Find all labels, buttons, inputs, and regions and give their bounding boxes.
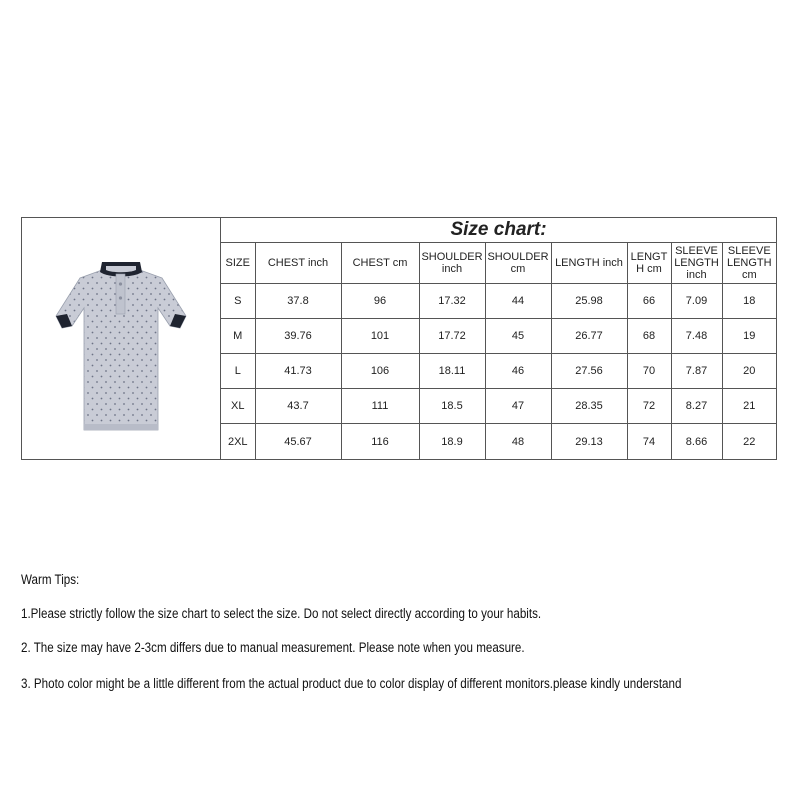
table-cell: 7.48	[671, 318, 722, 353]
table-cell: 27.56	[551, 354, 627, 389]
table-cell: 29.13	[551, 424, 627, 459]
table-cell: 18.9	[419, 424, 485, 459]
table-cell: 48	[485, 424, 551, 459]
table-cell: 20	[722, 354, 776, 389]
table-cell: 26.77	[551, 318, 627, 353]
table-cell: 45.67	[255, 424, 341, 459]
table-cell: 28.35	[551, 389, 627, 424]
table-cell: 72	[627, 389, 671, 424]
table-cell: 47	[485, 389, 551, 424]
table-cell: 46	[485, 354, 551, 389]
tips-heading: Warm Tips:	[21, 572, 80, 587]
product-photo	[22, 218, 221, 459]
header-cell: LENGTH inch	[551, 242, 627, 283]
table-cell: 21	[722, 389, 776, 424]
table-cell: 25.98	[551, 283, 627, 318]
table-cell: 7.87	[671, 354, 722, 389]
table-cell: 66	[627, 283, 671, 318]
size-table	[221, 218, 776, 459]
polo-shirt-icon	[50, 258, 190, 438]
table-cell: 43.7	[255, 389, 341, 424]
tip-item: 3. Photo color might be a little different from the actual product due to color display of different monitors.please kindly understand	[21, 676, 682, 691]
tip-item: 2. The size may have 2-3cm differs due to manual measurement. Please note when you measure.	[21, 640, 525, 655]
header-cell: LENGT H cm	[627, 242, 671, 283]
table-cell: 7.09	[671, 283, 722, 318]
table-cell: 68	[627, 318, 671, 353]
header-cell: SHOULDER cm	[485, 242, 551, 283]
table-row	[221, 283, 776, 318]
size-chart	[21, 217, 777, 460]
header-cell: CHEST cm	[341, 242, 419, 283]
chart-title: Size chart:	[221, 218, 776, 242]
table-cell: M	[221, 318, 255, 353]
table-cell: 106	[341, 354, 419, 389]
table-cell: 116	[341, 424, 419, 459]
table-cell: 18	[722, 283, 776, 318]
header-cell: SHOULDER inch	[419, 242, 485, 283]
table-cell: 74	[627, 424, 671, 459]
header-cell: SLEEVE LENGTH inch	[671, 242, 722, 283]
table-cell: 45	[485, 318, 551, 353]
table-cell: 8.27	[671, 389, 722, 424]
table-row	[221, 318, 776, 353]
table-cell: 39.76	[255, 318, 341, 353]
header-cell: SLEEVE LENGTH cm	[722, 242, 776, 283]
table-cell: 17.72	[419, 318, 485, 353]
table-row	[221, 354, 776, 389]
table-cell: 2XL	[221, 424, 255, 459]
table-cell: 22	[722, 424, 776, 459]
table-cell: 18.11	[419, 354, 485, 389]
table-cell: 17.32	[419, 283, 485, 318]
tip-item: 1.Please strictly follow the size chart to select the size. Do not select directly according to your habits.	[21, 606, 542, 621]
table-cell: 41.73	[255, 354, 341, 389]
header-cell: SIZE	[221, 242, 255, 283]
table-row	[221, 424, 776, 459]
table-row	[221, 389, 776, 424]
table-cell: L	[221, 354, 255, 389]
table-cell: 19	[722, 318, 776, 353]
table-cell: 101	[341, 318, 419, 353]
table-cell: 37.8	[255, 283, 341, 318]
table-cell: 8.66	[671, 424, 722, 459]
table-cell: 18.5	[419, 389, 485, 424]
table-cell: 111	[341, 389, 419, 424]
table-cell: S	[221, 283, 255, 318]
table-cell: 44	[485, 283, 551, 318]
header-cell: CHEST inch	[255, 242, 341, 283]
table-cell: XL	[221, 389, 255, 424]
table-cell: 70	[627, 354, 671, 389]
table-cell: 96	[341, 283, 419, 318]
